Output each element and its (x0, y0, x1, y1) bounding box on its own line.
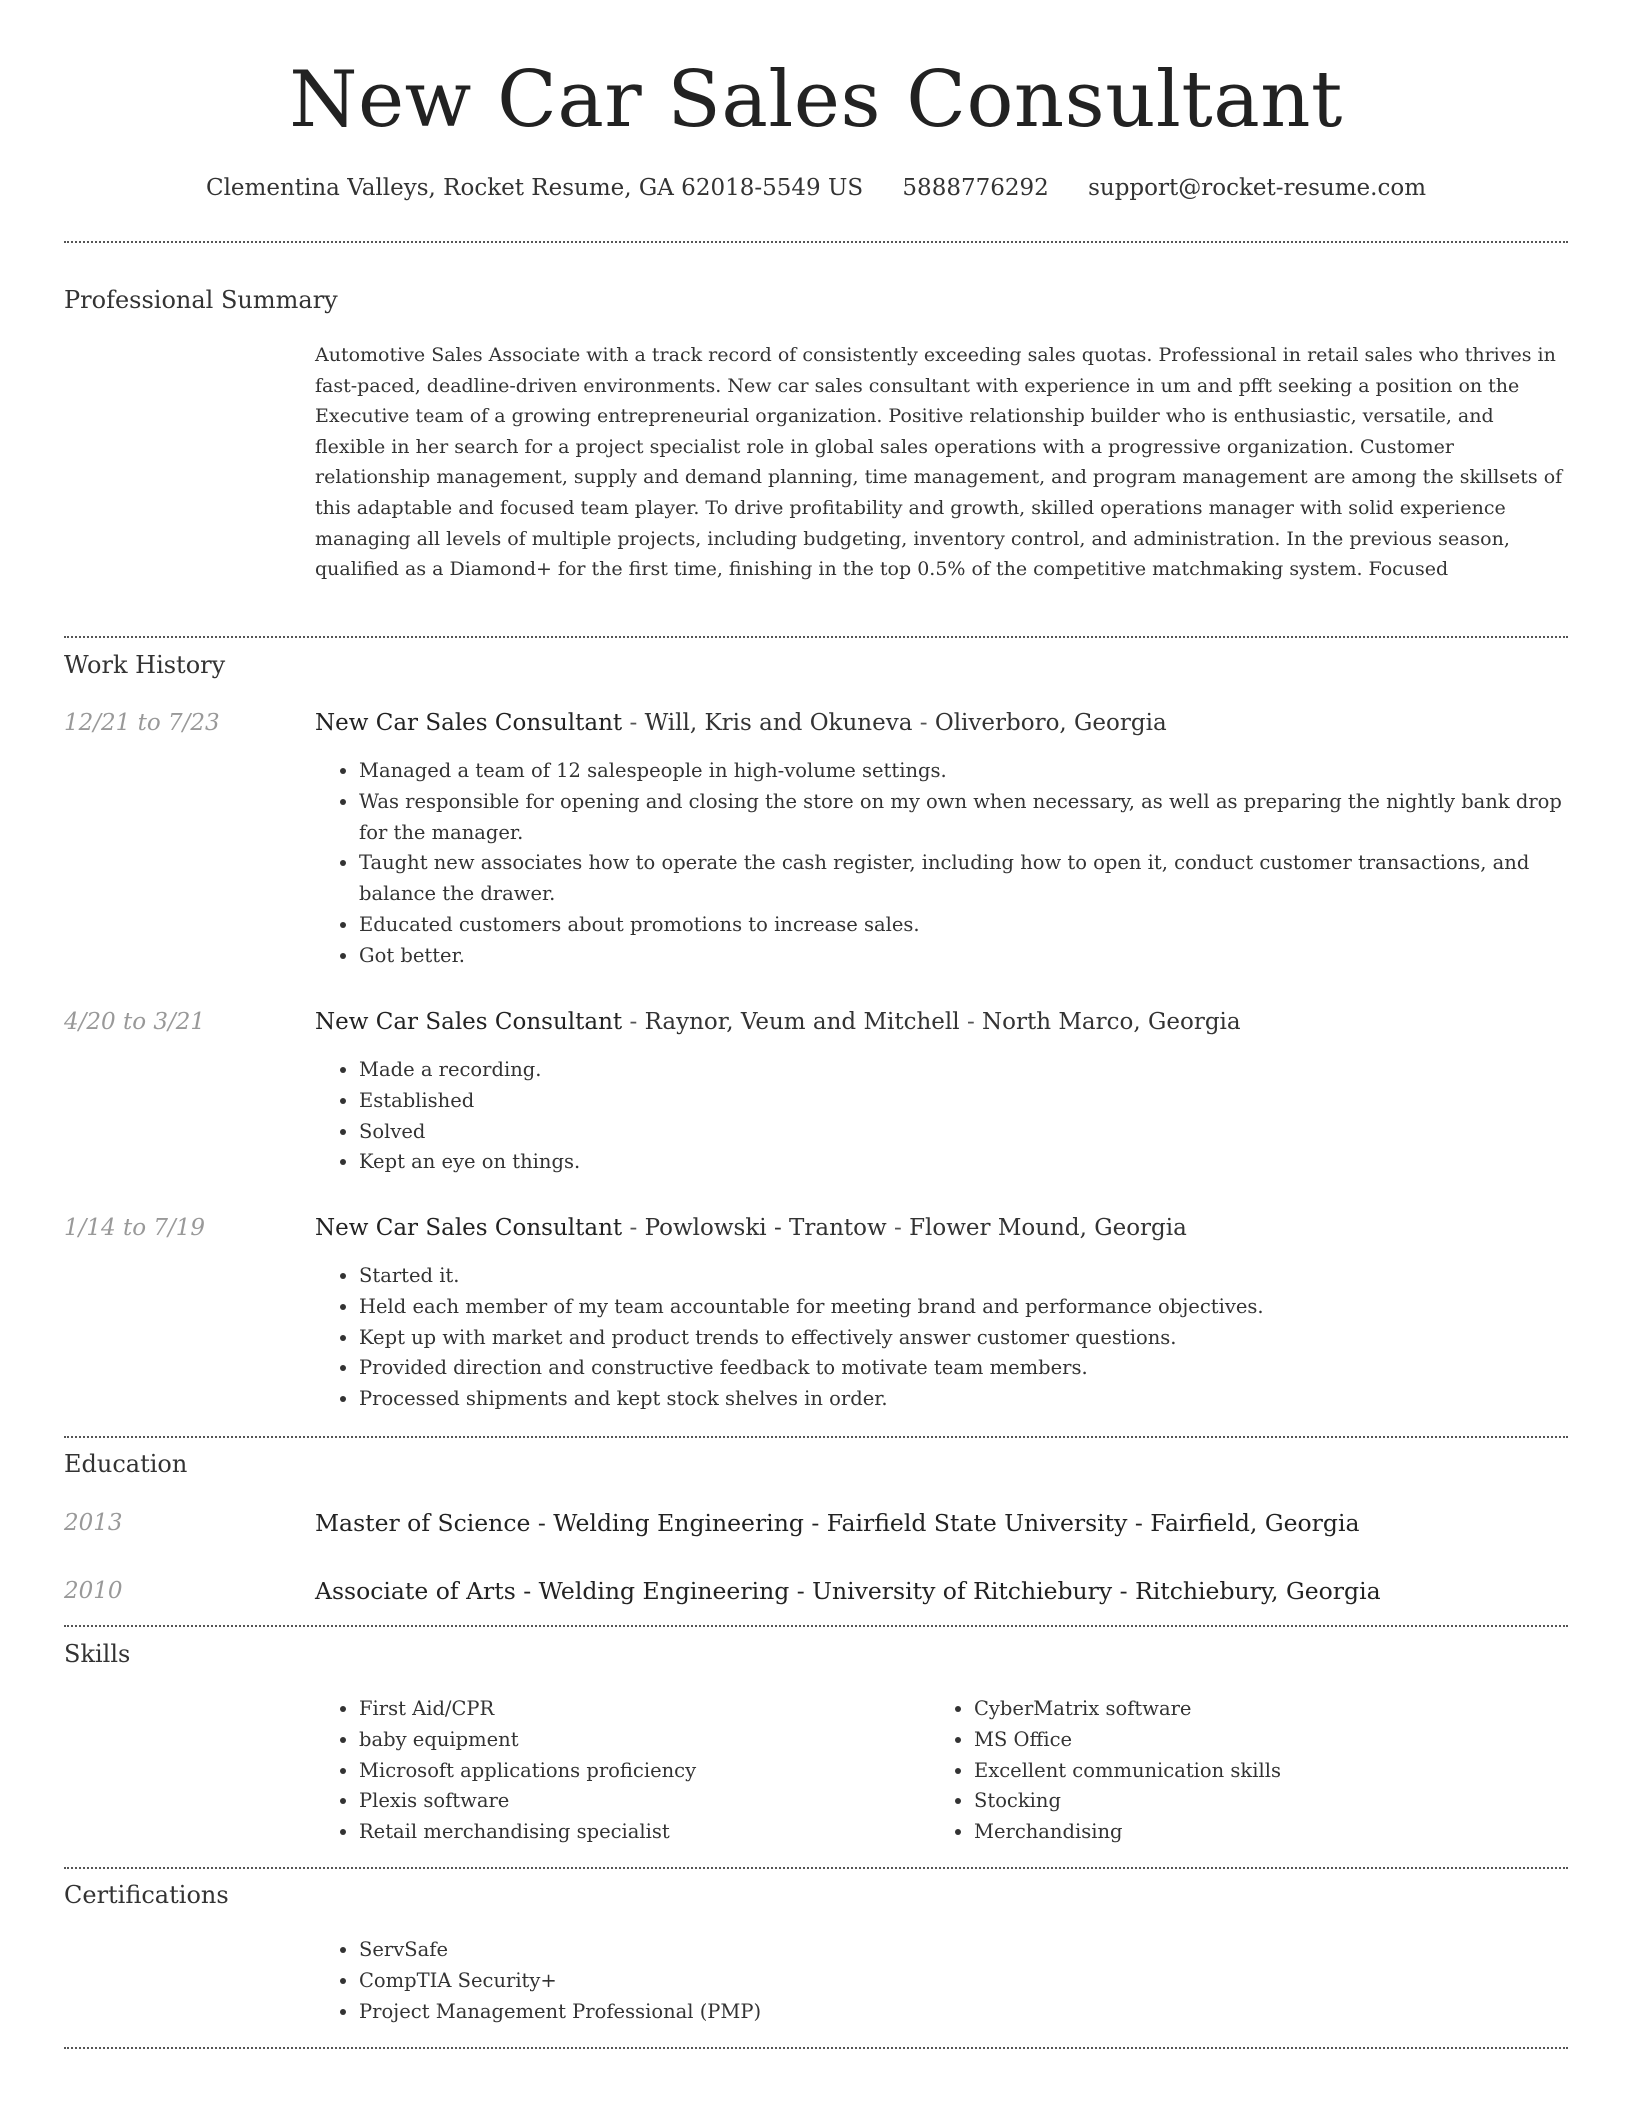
job-bullets (315, 1261, 1568, 1415)
education-location: Ritchiebury, Georgia (1135, 1577, 1381, 1605)
education-location: Fairfield, Georgia (1150, 1509, 1360, 1537)
list-item: • Provided direction and constructive feedback to motivate team members. (359, 1353, 1568, 1384)
list-item: • Established (359, 1086, 1568, 1117)
job-bullets (315, 1055, 1568, 1178)
list-item: • Was responsible for opening and closing the store on my own when necessary, as well as preparing the nightly bank drop for the manager. (359, 787, 1568, 849)
section-title-skills: Skills (64, 1640, 131, 1668)
list-item: • Project Management Professional (PMP) (359, 1997, 1568, 2028)
job-company: Will, Kris and Okuneva (644, 710, 913, 736)
job-separator: - (959, 1009, 983, 1035)
list-item: • First Aid/CPR (359, 1694, 925, 1725)
list-item: • Merchandising (974, 1817, 1568, 1848)
list-item: • Processed shipments and kept stock shelves in order. (359, 1384, 1568, 1415)
job-title (315, 1211, 1187, 1245)
summary-text: Automotive Sales Associate with a track record of consistently exceeding sales quotas. Professional in retail sales who thrives in fast-paced, deadline-driven environments. New car sales consultant with experience in um and pfft seeking a position on the Executive team of a growing entrepreneurial organization. Positive relationship builder who is enthusiastic, versatile, and flexible in her search for a project specialist role in global sales operations with a progressive organization. Customer relationship management, supply and demand planning, time management, and program management are among the skillsets of this adaptable and focused team player. To drive profitability and growth, skilled operations manager with solid experience managing all levels of multiple projects, including budgeting, inventory control, and administration. In the previous season, qualified as a Diamond+ for the first time, finishing in the top 0.5% of the competitive matchmaking system. Focused (315, 344, 1563, 581)
list-item: • Made a recording. (359, 1055, 1568, 1086)
job-dates: 12/21 to 7/23 (64, 710, 220, 736)
list-item: • MS Office (974, 1725, 1568, 1756)
job-dates: 4/20 to 3/21 (64, 1009, 206, 1035)
job-company: Powlowski - Trantow (644, 1215, 887, 1241)
list-item: • Educated customers about promotions to increase sales. (359, 910, 1568, 941)
education-field: Welding Engineering (553, 1509, 804, 1537)
list-item: • Excellent communication skills (974, 1756, 1568, 1787)
education-separator: - (515, 1577, 539, 1605)
certifications-list (315, 1935, 1568, 2027)
list-item: • Solved (359, 1117, 1568, 1148)
list-item: • Kept an eye on things. (359, 1147, 1568, 1178)
contact-address: Clementina Valleys, Rocket Resume, GA 62018-5549 US (205, 175, 864, 201)
job-separator: - (622, 1009, 645, 1035)
list-item: • baby equipment (359, 1725, 925, 1756)
job-title (315, 1005, 1241, 1039)
skills-list-right (930, 1694, 1568, 1848)
education-separator: - (530, 1509, 554, 1537)
section-title-education: Education (64, 1450, 188, 1478)
divider (64, 2047, 1568, 2049)
education-year: 2013 (64, 1510, 123, 1536)
list-item: • Held each member of my team accountable for meeting brand and performance objectives. (359, 1292, 1568, 1323)
job-location: North Marco, Georgia (982, 1009, 1241, 1035)
education-separator: - (789, 1577, 813, 1605)
job-separator: - (886, 1215, 910, 1241)
divider (64, 241, 1568, 243)
list-item: • Microsoft applications proficiency (359, 1756, 925, 1787)
candidate-name: New Car Sales Consultant (289, 55, 1343, 145)
section-title-work-history: Work History (64, 651, 226, 679)
education-entry (315, 1574, 1381, 1608)
contact-phone: 5888776292 (902, 175, 1049, 201)
education-school: University of Ritchiebury (812, 1577, 1113, 1605)
list-item: • Stocking (974, 1786, 1568, 1817)
job-bullets (315, 756, 1568, 972)
list-item: • Plexis software (359, 1786, 925, 1817)
job-dates: 1/14 to 7/19 (64, 1215, 206, 1241)
contact-line (64, 170, 1568, 206)
education-degree: Associate of Arts (315, 1577, 516, 1605)
list-item: • ServSafe (359, 1935, 1568, 1966)
contact-email: support@rocket-resume.com (1088, 175, 1427, 201)
divider (64, 1436, 1568, 1438)
education-separator: - (1112, 1577, 1136, 1605)
education-degree: Master of Science (315, 1509, 531, 1537)
job-separator: - (622, 1215, 645, 1241)
list-item: • Kept up with market and product trends to effectively answer customer questions. (359, 1323, 1568, 1354)
education-year: 2010 (64, 1578, 123, 1604)
education-school: Fairfield State University (826, 1509, 1128, 1537)
education-separator: - (803, 1509, 827, 1537)
job-role: New Car Sales Consultant (315, 1215, 623, 1241)
job-role: New Car Sales Consultant (315, 710, 623, 736)
job-title (315, 706, 1167, 740)
education-field: Welding Engineering (538, 1577, 790, 1605)
divider (64, 1625, 1568, 1627)
section-title-certifications: Certifications (64, 1881, 229, 1909)
job-company: Raynor, Veum and Mitchell (644, 1009, 960, 1035)
job-location: Oliverboro, Georgia (934, 710, 1167, 736)
skills-list-left (315, 1694, 925, 1848)
list-item: • Got better. (359, 941, 1568, 972)
list-item: • Managed a team of 12 salespeople in high-volume settings. (359, 756, 1568, 787)
list-item: • CompTIA Security+ (359, 1966, 1568, 1997)
list-item: • CyberMatrix software (974, 1694, 1568, 1725)
list-item: • Taught new associates how to operate the cash register, including how to open it, conduct customer transactions, and balance the drawer. (359, 848, 1568, 910)
divider (64, 1867, 1568, 1869)
job-role: New Car Sales Consultant (315, 1009, 623, 1035)
list-item: • Retail merchandising specialist (359, 1817, 925, 1848)
education-entry (315, 1506, 1359, 1540)
list-item: • Started it. (359, 1261, 1568, 1292)
job-separator: - (912, 710, 935, 736)
job-location: Flower Mound, Georgia (909, 1215, 1187, 1241)
divider (64, 636, 1568, 638)
section-title-summary: Professional Summary (64, 286, 338, 314)
education-separator: - (1127, 1509, 1151, 1537)
job-separator: - (622, 710, 645, 736)
